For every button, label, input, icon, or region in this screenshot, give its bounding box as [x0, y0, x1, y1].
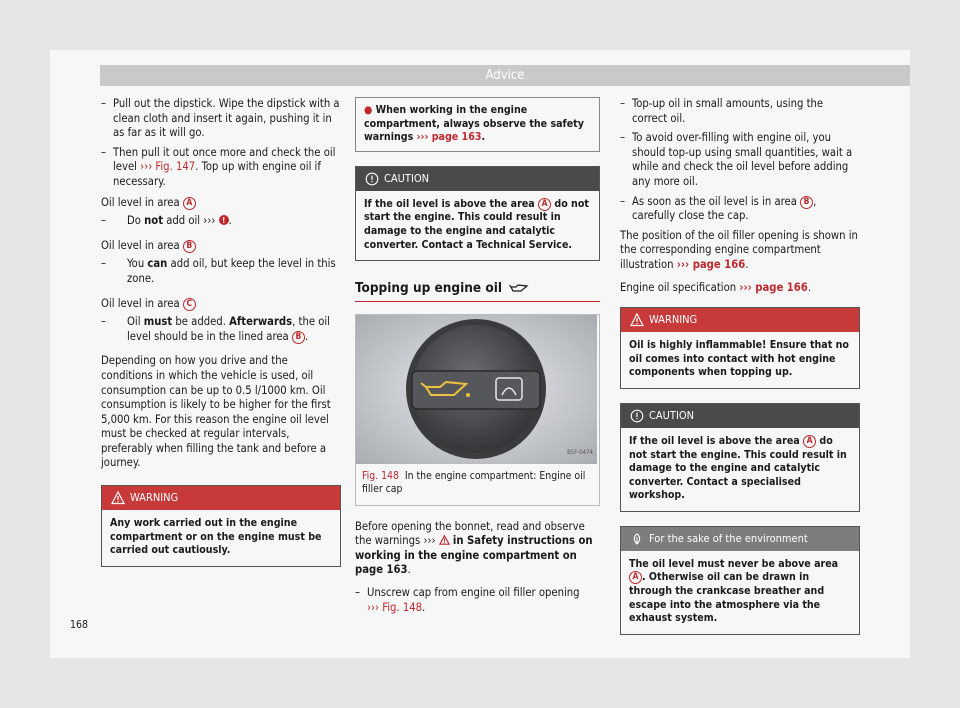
step-top-up: – Top-up oil in small amounts, using the correct oil.: [620, 97, 860, 126]
caution-header: CAUTION: [621, 404, 859, 428]
manual-page: [50, 50, 910, 658]
column-3: [620, 97, 860, 649]
step-close-cap: – As soon as the oil level is in area B , carefully close the cap.: [620, 195, 860, 224]
marker-b: B: [292, 331, 305, 344]
level-a-heading: Oil level in area A: [101, 196, 341, 211]
marker-b: B: [800, 196, 813, 209]
marker-a: A: [538, 198, 551, 211]
marker-c: C: [183, 298, 196, 311]
marker-a: A: [629, 571, 642, 584]
filler-position-paragraph: The position of the oil filler opening is shown in the corresponding engine compartment illustration ››› page 166.: [620, 228, 858, 271]
section-header: Advice: [100, 65, 910, 86]
column-2: [355, 97, 600, 620]
warning-box: [620, 307, 860, 389]
marker-b: B: [183, 240, 196, 253]
page-166-link[interactable]: ››› page 166: [676, 257, 746, 271]
warning-header: WARNING: [621, 308, 859, 332]
caution-info-icon: [630, 409, 644, 423]
step-check-level: – Then pull it out once more and check the oil level ››› Fig. 147. Top up with engine oil if necessary.: [101, 146, 341, 190]
safety-bullet: ● When working in the engine compartment, always observe the safety warnings ››› page 163.: [355, 97, 600, 152]
step-avoid-overfill: – To avoid over-filling with engine oil, you should top-up using small quantities, wait a while and check the oil level before adding any more oil.: [620, 131, 860, 189]
page-number: 168: [70, 619, 89, 631]
warning-triangle-icon: [439, 535, 450, 545]
step-dipstick: – Pull out the dipstick. Wipe the dipstick with a clean cloth and insert it again, pushing it in as far as it will go.: [101, 97, 341, 141]
page-166-link[interactable]: ››› page 166: [739, 280, 808, 294]
bonnet-paragraph: Before opening the bonnet, read and observe the warnings ››› in Safety instructions on working in the engine compartment on page 163.: [355, 519, 593, 577]
environment-header: For the sake of the environment: [621, 527, 859, 551]
environment-icon: [630, 532, 644, 546]
caution-text: If the oil level is above the area A do not start the engine. This could result in damage to the engine and catalytic converter. Contact a Technical Service.: [364, 197, 589, 251]
page-163-link[interactable]: ››› page 163: [416, 131, 482, 144]
oil-can-icon: [509, 282, 529, 293]
caution-info-icon: [365, 172, 379, 186]
oil-filler-cap-photo: [356, 315, 597, 464]
warning-box: [101, 485, 341, 567]
section-heading: Topping up engine oil: [355, 281, 600, 302]
oil-spec-paragraph: Engine oil specification ››› page 166.: [620, 280, 812, 294]
column-1: [101, 97, 341, 581]
caution-box: [620, 403, 860, 512]
environment-text: The oil level must never be above area A . Otherwise oil can be drawn in through the crankcase breather and escape into the atmosphere via the exhaust system.: [629, 557, 839, 625]
figure-code: B5F-0474: [567, 449, 593, 457]
figure-caption: Fig. 148 In the engine compartment: Engine oil filler cap: [362, 469, 586, 496]
environment-box: [620, 526, 860, 635]
level-b-heading: Oil level in area B: [101, 239, 341, 254]
level-a-instruction: – Do not add oil ››› ! .: [101, 214, 341, 229]
warning-header: WARNING: [102, 486, 340, 510]
oil-consumption-paragraph: Depending on how you drive and the conditions in which the vehicle is used, oil consumption can be up to 0.5 l/1000 km. Oil consumption is likely to be higher for the first 5,000 km. For this reason the engine oil level must be checked at regular intervals, preferably when filling the tank and before a journey.: [101, 354, 331, 470]
warning-text: Any work carried out in the engine compartment or on the engine must be carried out cautiously.: [110, 517, 322, 557]
oil-filler-cap-image: [356, 315, 597, 464]
warning-triangle-icon: [630, 313, 644, 327]
level-c-instruction: – Oil must be added. Afterwards, the oil level should be in the lined area B .: [101, 315, 341, 344]
caution-text: If the oil level is above the area A do not start the engine. This could result in damage to the engine and catalytic converter. Contact a specialised workshop.: [629, 434, 847, 502]
caution-box: [355, 166, 600, 261]
marker-a: A: [803, 435, 816, 448]
caution-header: CAUTION: [356, 167, 599, 191]
fig-148-link[interactable]: ››› Fig. 148: [367, 600, 423, 614]
step-unscrew-cap: – Unscrew cap from engine oil filler opening ››› Fig. 148.: [355, 586, 600, 615]
figure-148: [355, 314, 600, 506]
marker-a: A: [183, 197, 196, 210]
warning-circle-icon: !: [219, 215, 229, 225]
level-b-instruction: – You can add oil, but keep the level in this zone.: [101, 257, 341, 286]
warning-text: Oil is highly inflammable! Ensure that no oil comes into contact with hot engine components when topping up.: [629, 339, 849, 379]
level-c-heading: Oil level in area C: [101, 297, 341, 312]
fig-147-link[interactable]: ››› Fig. 147: [140, 160, 196, 174]
warning-triangle-icon: [111, 491, 125, 505]
